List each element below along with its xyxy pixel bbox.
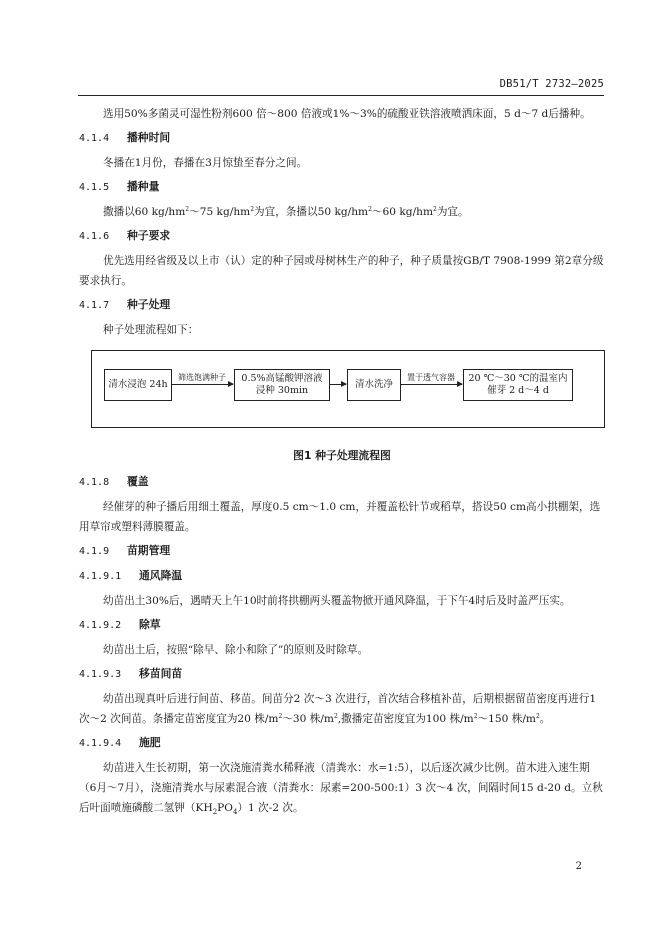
heading-4-1-5	[79, 177, 605, 198]
flow-box-soak	[104, 369, 172, 401]
text-run: 。	[539, 713, 551, 725]
section-title: 施肥	[139, 736, 161, 749]
superscript: 2	[368, 206, 372, 213]
section-number: 4.1.7	[79, 300, 110, 311]
flow-box-label: 催芽 2 d～4 d	[487, 385, 549, 396]
intro-paragraph: 选用50%多菌灵可湿性粉剂600 倍～800 倍液或1%～3%的硫酸亚铁溶液喷洒床面，5 d～7 d后播种。	[103, 108, 591, 120]
flow-arrow-label-3: 置于透气容器	[407, 373, 455, 382]
section-number: 4.1.9.1	[79, 571, 122, 582]
section-title: 播种量	[127, 180, 160, 193]
text-run: 为宜，条播以50 kg/hm	[254, 206, 369, 218]
text-run: PO	[217, 802, 233, 814]
section-title: 除草	[139, 618, 161, 631]
flow-box-label: 0.5%高锰酸钾溶液	[241, 373, 323, 384]
section-number: 4.1.4	[79, 133, 110, 144]
paragraph-4-1-6: 优先选用经省级及以上市（认）定的种子园或母树林生产的种子，种子质量按GB/T 7908-1999 第2章分级要求执行。	[79, 255, 604, 287]
superscript: 2	[535, 713, 540, 720]
page-number: 2	[575, 861, 582, 872]
text-run: 幼苗进入生长初期，第一次浇施清粪水稀释液（清粪水：水=1:5），以后逐次减少比例。苗木进入速生期（6月～7月），浇施清粪水与尿素混合液（清粪水：尿素=200-500:1）3 次～4 次，间隔时间15 d-20 d。立秋后叶面喷施磷酸二氢钾（KH	[79, 762, 603, 814]
flow-arrow-2	[329, 384, 346, 385]
section-number: 4.1.5	[79, 182, 110, 193]
superscript: 2	[473, 713, 478, 720]
section-number: 4.1.9.3	[79, 669, 122, 680]
flow-box-label: 清水浸泡 24h	[108, 379, 168, 390]
flow-arrow-1	[171, 384, 233, 385]
superscript: 2	[185, 206, 190, 213]
paragraph-4-1-7: 种子处理流程如下：	[103, 324, 199, 336]
text-run: ～75 kg/hm	[189, 206, 251, 218]
section-number: 4.1.9.2	[79, 620, 122, 631]
document-body	[79, 104, 605, 822]
text-run: ～150 株/m	[477, 713, 536, 725]
section-number: 4.1.9.4	[79, 738, 122, 749]
text-run: 撒播以60 kg/hm	[103, 206, 186, 218]
paragraph-4-1-8: 经催芽的种子播后用细土覆盖，厚度0.5 cm～1.0 cm，并覆盖松针节或稻草，搭设50 cm高小拱棚架，选用草帘或塑料薄膜覆盖。	[79, 501, 601, 533]
flow-arrow-label-1: 筛选饱满种子	[178, 373, 226, 382]
text-run: ～30 株/m	[282, 713, 334, 725]
section-title: 通风降温	[139, 569, 183, 582]
header-rule	[78, 95, 604, 96]
flow-box-label: 20 ℃～30 ℃的温室内	[468, 373, 568, 384]
flow-box-rinse	[347, 369, 401, 401]
heading-4-1-9	[79, 541, 605, 562]
paragraph-4-1-9-4	[79, 758, 605, 822]
heading-4-1-9-1	[79, 566, 605, 587]
figure-caption: 图1 种子处理流程图	[293, 449, 391, 462]
paragraph-4-1-4: 冬播在1月份，春播在3月惊蛰至春分之间。	[103, 157, 308, 169]
superscript: 2	[433, 206, 437, 213]
superscript: 2	[333, 713, 338, 720]
flow-box-permanganate	[234, 369, 330, 401]
paragraph-4-1-9-1: 幼苗出土30%后，遇晴天上午10时前将拱棚两头覆盖物掀开通风降温，于下午4时后及时盖严压实。	[103, 595, 571, 607]
heading-4-1-9-2	[79, 615, 605, 636]
section-number: 4.1.8	[79, 477, 110, 488]
seed-treatment-flowchart	[91, 350, 605, 428]
flow-box-label: 清水洗净	[354, 379, 393, 390]
heading-4-1-9-3	[79, 664, 605, 685]
heading-4-1-7	[79, 295, 605, 316]
text-run: ）1 次-2 次。	[237, 802, 304, 814]
heading-4-1-4	[79, 128, 605, 149]
section-title: 覆盖	[127, 475, 149, 488]
heading-4-1-8	[79, 472, 605, 493]
superscript: 2	[250, 206, 255, 213]
heading-4-1-9-4	[79, 733, 605, 754]
section-number: 4.1.6	[79, 231, 110, 242]
subscript: 4	[232, 808, 238, 817]
section-title: 种子处理	[127, 298, 171, 311]
section-title: 移苗间苗	[139, 667, 183, 680]
subscript: 2	[212, 808, 218, 817]
paragraph-4-1-5	[79, 202, 605, 222]
section-title: 苗期管理	[127, 544, 171, 557]
text-run: 为宜。	[436, 206, 469, 218]
flow-box-germinate	[463, 369, 573, 401]
text-run: 幼苗出现真叶后进行间苗、移苗。间苗分2 次～3 次进行，首次结合移植补苗，后期根据留苗密度再进行1 次～2 次间苗。条播定苗密度宜为20 株/m	[79, 693, 597, 725]
section-number: 4.1.9	[79, 546, 110, 557]
standard-code: DB51/T 2732—2025	[499, 78, 604, 90]
text-run: ,撒播定苗密度宜为100 株/m	[337, 713, 474, 725]
paragraph-4-1-9-2: 幼苗出土后，按照“除早、除小和除了”的原则及时除草。	[103, 644, 369, 656]
flow-box-label: 浸种 30min	[255, 385, 309, 396]
heading-4-1-6	[79, 226, 605, 247]
section-title: 种子要求	[127, 229, 171, 242]
flow-arrow-3	[400, 384, 462, 385]
section-title: 播种时间	[127, 131, 171, 144]
superscript: 2	[278, 713, 283, 720]
text-run: ～60 kg/hm	[371, 206, 434, 218]
paragraph-4-1-9-3	[79, 689, 605, 729]
